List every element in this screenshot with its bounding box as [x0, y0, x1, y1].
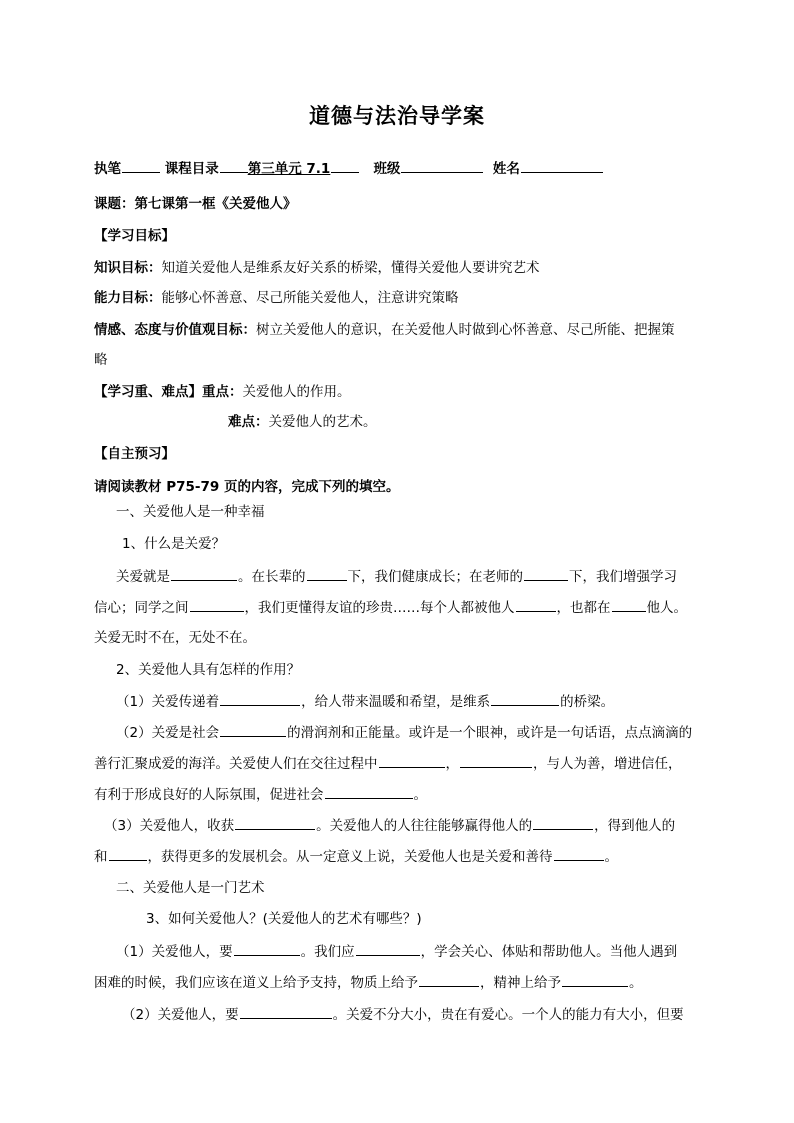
fill-blank[interactable] [554, 846, 604, 861]
p1-text-f: ，我们更懂得友谊的珍贵……每个人都被他人 [244, 600, 515, 616]
p4-line1 [104, 815, 675, 836]
p2-text-a: （1）关爱传递着 [116, 694, 220, 710]
instruction: 请阅读教材 P75-79 页的内容，完成下列的填空。 [94, 479, 400, 495]
p4-text-c: ，得到他人的 [594, 818, 676, 834]
emotion-text: 树立关爱他人的意识，在关爱他人时做到心怀善意、尽己所能、把握策 [256, 322, 675, 338]
p3-text-a: （2）关爱是社会 [116, 725, 220, 741]
fill-blank[interactable] [220, 722, 286, 737]
p5-text-c: ，学会关心、体贴和帮助他人。当他人遇到 [420, 944, 678, 960]
catalog-blank-tail [331, 158, 359, 173]
fill-blank[interactable] [612, 597, 646, 612]
p2-text-c: 的桥梁。 [560, 694, 615, 710]
p4-text-b: 。关爱他人的人往往能够赢得他人的 [316, 818, 533, 834]
fill-blank[interactable] [562, 972, 628, 987]
author-blank[interactable] [122, 158, 160, 173]
class-blank[interactable] [401, 158, 483, 173]
fill-blank[interactable] [419, 972, 479, 987]
question-3: 3、如何关爱他人？(关爱他人的艺术有哪些？) [146, 911, 422, 927]
fill-blank[interactable] [379, 753, 445, 768]
fill-blank[interactable] [109, 846, 147, 861]
lesson-title: 课题：第七课第一框《关爱他人》 [94, 196, 297, 212]
p4-text-d: 和 [94, 849, 108, 865]
p3-text-b: 的滑润剂和正能量。或许是一个眼神，或许是一句话语，点点滴滴的 [287, 725, 693, 741]
author-label: 执笔 [94, 161, 121, 177]
fill-blank[interactable] [325, 784, 413, 799]
section-2-heading: 二、关爱他人是一门艺术 [116, 880, 265, 896]
emotion-label: 情感、态度与价值观目标： [94, 322, 256, 338]
catalog-blank-lead [220, 158, 248, 173]
emotion-goal-cont: 略 [94, 352, 108, 368]
knowledge-goal [94, 258, 540, 278]
p1-text-c: 下，我们健康成长；在老师的 [347, 569, 523, 585]
preview-heading: 【自主预习】 [94, 446, 175, 462]
fill-blank[interactable] [190, 597, 244, 612]
p3-text-c: 善行汇聚成爱的海洋。关爱使人们在交往过程中 [94, 756, 378, 772]
difficulty-text: 关爱他人的艺术。 [268, 414, 377, 430]
catalog-label: 课程目录 [164, 161, 219, 177]
ability-label: 能力目标： [94, 290, 162, 306]
keypoint-label: 重点： [202, 384, 243, 400]
p1-text-e: 信心；同学之间 [94, 600, 189, 616]
fill-blank[interactable] [235, 815, 315, 830]
p3-text-f: 有利于形成良好的人际氛围，促进社会 [94, 787, 324, 803]
p3-line1 [116, 722, 692, 743]
fill-blank[interactable] [240, 1004, 332, 1019]
keypoint-heading: 【学习重、难点】 [94, 384, 202, 400]
fill-blank[interactable] [524, 566, 568, 581]
p2-text-b: ，给人带来温暖和希望，是维系 [301, 694, 491, 710]
p1-text-d: 下，我们增强学习 [569, 569, 677, 585]
p4-text-a: （3）关爱他人，收获 [104, 818, 235, 834]
class-label: 班级 [373, 161, 401, 177]
header-line [94, 158, 603, 179]
p5-line1 [116, 941, 677, 962]
p5-line2 [94, 972, 643, 993]
difficulty-label: 难点： [228, 414, 269, 430]
p6-line1 [122, 1004, 684, 1025]
catalog-value: 第三单元 7.1 [247, 161, 331, 177]
page-title: 道德与法治导学案 [309, 104, 485, 128]
p1-text-a: 关爱就是 [116, 569, 170, 585]
ability-goal [94, 288, 459, 308]
fill-blank[interactable] [220, 691, 300, 706]
p5-text-d: 困难的时候，我们应该在道义上给予支持，物质上给予 [94, 975, 418, 991]
keypoint-line [94, 382, 351, 402]
section-1-heading: 一、关爱他人是一种幸福 [116, 504, 265, 520]
p2-line1 [116, 691, 614, 712]
p3-line3 [94, 784, 427, 805]
p4-text-e: ，获得更多的发展机会。从一定意义上说，关爱他人也是关爱和善待 [147, 849, 553, 865]
p1-line1 [116, 566, 677, 587]
emotion-goal [94, 320, 675, 340]
p1-text-b: 。在长辈的 [238, 569, 306, 585]
p5-text-e: ，精神上给予 [480, 975, 561, 991]
name-blank[interactable] [521, 158, 603, 173]
p1-line3: 关爱无时不在，无处不在。 [94, 630, 256, 646]
goals-heading: 【学习目标】 [94, 228, 175, 244]
p3-text-e: ，与人为善，增进信任， [533, 756, 682, 772]
p3-text-g: 。 [413, 787, 427, 803]
p5-text-a: （1）关爱他人，要 [116, 944, 233, 960]
fill-blank[interactable] [234, 941, 300, 956]
p3-text-d: ， [445, 756, 459, 772]
fill-blank[interactable] [533, 815, 593, 830]
fill-blank[interactable] [516, 597, 556, 612]
p5-text-f: 。 [629, 975, 643, 991]
fill-blank[interactable] [356, 941, 420, 956]
difficulty-line [228, 412, 377, 432]
p4-text-f: 。 [604, 849, 618, 865]
p6-text-b: 。关爱不分大小，贵在有爱心。一个人的能力有大小，但要 [332, 1007, 684, 1023]
fill-blank[interactable] [491, 691, 559, 706]
p1-text-h: 他人。 [646, 600, 687, 616]
ability-text: 能够心怀善意、尽己所能关爱他人，注意讲究策略 [161, 290, 459, 306]
p4-line2 [94, 846, 618, 867]
p6-text-a: （2）关爱他人，要 [122, 1007, 239, 1023]
p1-line2 [94, 597, 687, 618]
keypoint-text: 关爱他人的作用。 [242, 384, 351, 400]
fill-blank[interactable] [171, 566, 237, 581]
fill-blank[interactable] [460, 753, 532, 768]
name-label: 姓名 [492, 161, 520, 177]
p3-line2 [94, 753, 682, 774]
fill-blank[interactable] [307, 566, 347, 581]
p5-text-b: 。我们应 [300, 944, 355, 960]
knowledge-label: 知识目标： [94, 260, 162, 276]
question-1: 1、什么是关爱？ [122, 536, 226, 552]
knowledge-text: 知道关爱他人是维系友好关系的桥梁，懂得关爱他人要讲究艺术 [161, 260, 540, 276]
p1-text-g: ，也都在 [556, 600, 611, 616]
question-2: 2、关爱他人具有怎样的作用？ [116, 662, 301, 678]
